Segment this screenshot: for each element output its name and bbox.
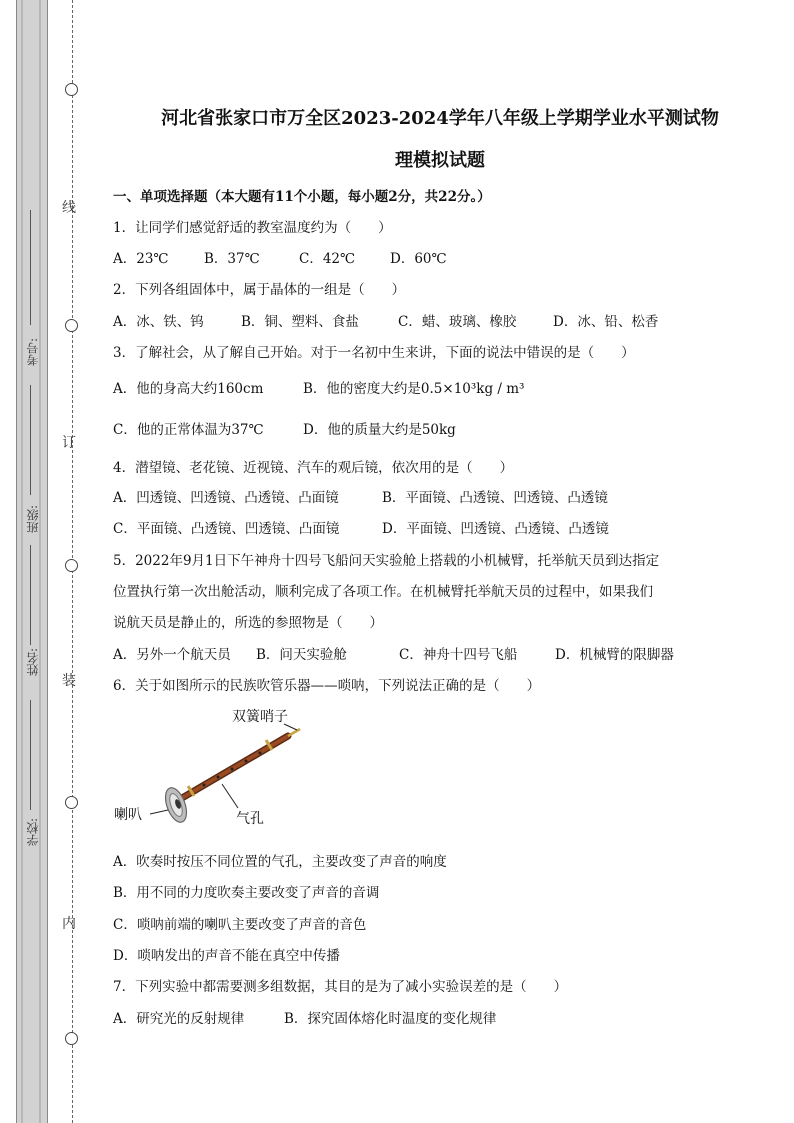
question-2-option-d: D．冰、铅、松香 <box>553 314 659 330</box>
question-6-option-c: C．唢呐前端的喇叭主要改变了声音的音色 <box>113 917 367 933</box>
question-4-option-b: B．平面镜、凸透镜、凹透镜、凸透镜 <box>382 490 608 506</box>
binding-char-xian: 线 <box>62 200 76 216</box>
question-2-option-c: C．蜡、玻璃、橡胶 <box>398 314 517 330</box>
question-6-option-b: B．用不同的力度吹奏主要改变了声音的音调 <box>113 885 380 901</box>
page-title-line1: 河北省张家口市万全区2023-2024学年八年级上学期学业水平测试物 <box>161 108 719 129</box>
question-3-option-c: C．他的正常体温为37℃ <box>113 422 264 438</box>
exam-number-label: 考号: <box>26 338 40 367</box>
name-line <box>30 545 31 645</box>
question-7-stem: 7．下列实验中都需要测多组数据，其目的是为了减小实验误差的是（ ） <box>113 979 568 995</box>
question-5-stem-line3: 说航天员是静止的，所选的参照物是（ ） <box>113 615 383 631</box>
question-5-option-c: C．神舟十四号飞船 <box>399 647 518 663</box>
question-3-option-d: D．他的质量大约是50kg <box>303 422 456 438</box>
class-line <box>30 385 31 495</box>
binding-hole <box>65 319 78 332</box>
question-4-stem: 4．潜望镜、老花镜、近视镜、汽车的观后镜，依次用的是（ ） <box>113 460 514 476</box>
question-4-option-c: C．平面镜、凸透镜、凹透镜、凸面镜 <box>113 521 340 537</box>
question-5-option-a: A．另外一个航天员 <box>113 647 231 663</box>
question-4-option-a: A．凹透镜、凹透镜、凸透镜、凸面镜 <box>113 490 339 506</box>
question-5-option-d: D．机械臂的限脚器 <box>555 647 674 663</box>
question-7-option-b: B．探究固体熔化时温度的变化规律 <box>284 1011 497 1027</box>
question-2-stem: 2．下列各组固体中，属于晶体的一组是（ ） <box>113 282 406 298</box>
question-1-option-a: A．23℃ <box>113 251 169 267</box>
figure-label-hole: 气孔 <box>236 811 264 827</box>
question-1-option-b: B．37℃ <box>204 251 260 267</box>
binding-hole <box>65 559 78 572</box>
school-line <box>30 700 31 810</box>
section-header: 一、单项选择题（本大题有11个小题，每小题2分，共22分。） <box>113 189 491 205</box>
school-label: 学校: <box>26 818 40 847</box>
question-3-option-b-text: B．他的密度大约是 <box>303 381 421 397</box>
binding-char-nei: 内 <box>62 916 76 932</box>
question-3-option-b <box>303 377 524 397</box>
question-2-option-a: A．冰、铁、钨 <box>113 314 204 330</box>
question-3-option-a: A．他的身高大约160cm <box>113 381 264 397</box>
density-formula: 0.5×10³kg / m³ <box>420 381 525 397</box>
question-3-stem: 3．了解社会，从了解自己开始。对于一名初中生来讲，下面的说法中错误的是（ ） <box>113 345 635 361</box>
figure-label-reed: 双簧哨子 <box>232 709 288 725</box>
page-title-line2: 理模拟试题 <box>395 150 485 171</box>
question-5-stem-line1: 5．2022年9月1日下午神舟十四号飞船问天实验舱上搭载的小机械臂，托举航天员到达指定 <box>113 553 660 569</box>
question-6-stem: 6．关于如图所示的民族吹管乐器——唢呐，下列说法正确的是（ ） <box>113 678 541 694</box>
binding-strip-lines <box>18 0 44 1123</box>
question-6-option-d: D．唢呐发出的声音不能在真空中传播 <box>113 948 340 964</box>
question-7-option-a: A．研究光的反射规律 <box>113 1011 245 1027</box>
exam-number-line <box>30 210 31 325</box>
question-1-stem: 1．让同学们感觉舒适的教室温度约为（ ） <box>113 220 392 236</box>
class-label: 班级: <box>26 505 40 534</box>
binding-hole <box>65 796 78 809</box>
question-6-option-a: A．吹奏时按压不同位置的气孔，主要改变了声音的响度 <box>113 854 447 870</box>
binding-hole <box>65 1032 78 1045</box>
question-5-stem-line2: 位置执行第一次出舱活动，顺利完成了各项工作。在机械臂托举航天员的过程中，如果我们 <box>113 584 653 600</box>
binding-char-ding: 订 <box>62 435 76 451</box>
name-label: 姓名: <box>26 648 40 677</box>
question-4-option-d: D．平面镜、凹透镜、凸透镜、凸透镜 <box>382 521 609 537</box>
figure-label-bell: 喇叭 <box>114 807 142 823</box>
question-2-option-b: B．铜、塑料、食盐 <box>241 314 359 330</box>
question-5-option-b: B．问天实验舱 <box>256 647 347 663</box>
binding-char-zhuang: 装 <box>62 673 76 689</box>
question-1-option-d: D．60℃ <box>390 251 447 267</box>
question-1-option-c: C．42℃ <box>299 251 356 267</box>
binding-hole <box>65 83 78 96</box>
